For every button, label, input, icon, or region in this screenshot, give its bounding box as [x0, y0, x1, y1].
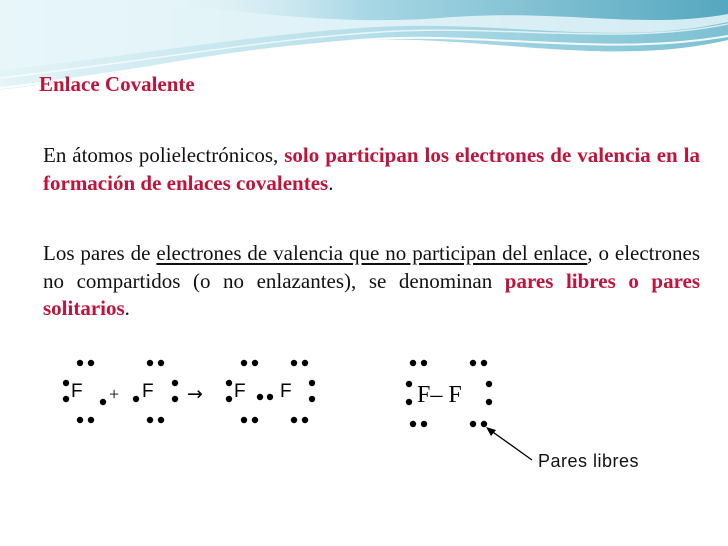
- reaction-arrow-icon: →: [187, 383, 203, 405]
- paragraph2-text-middle: , o electrones no compartidos (o no enlazantes), se denominan: [43, 241, 700, 293]
- paragraph1-period: .: [328, 170, 334, 195]
- lone-pairs-caption: Pares libres: [538, 451, 640, 471]
- fluorine-atom-1: F: [71, 381, 83, 402]
- paragraph2-text-start: Los pares de: [43, 241, 157, 265]
- plus-sign: +: [109, 384, 120, 404]
- slide-title: Enlace Covalente: [39, 72, 195, 96]
- lone-pair-pointer-line: [490, 430, 532, 460]
- paragraph1-text: En átomos polielectrónicos,: [43, 143, 285, 167]
- paragraph2-period: .: [124, 296, 130, 320]
- paragraph1-highlight: solo participan los electrones de valencia en la formación de enlaces covalentes: [43, 143, 700, 195]
- fluorine-atom-2: F: [142, 381, 154, 402]
- paragraph2-underlined-text: electrones de valencia que no participan del enlace: [156, 241, 588, 265]
- pointer-arrow-icon: [486, 427, 496, 436]
- paragraph2-highlight: pares libres o pares solitarios: [43, 268, 700, 320]
- fluorine-atom-4: F: [280, 381, 292, 402]
- fluorine-molecule: F– F: [417, 382, 462, 408]
- fluorine-atom-3: F: [234, 381, 246, 402]
